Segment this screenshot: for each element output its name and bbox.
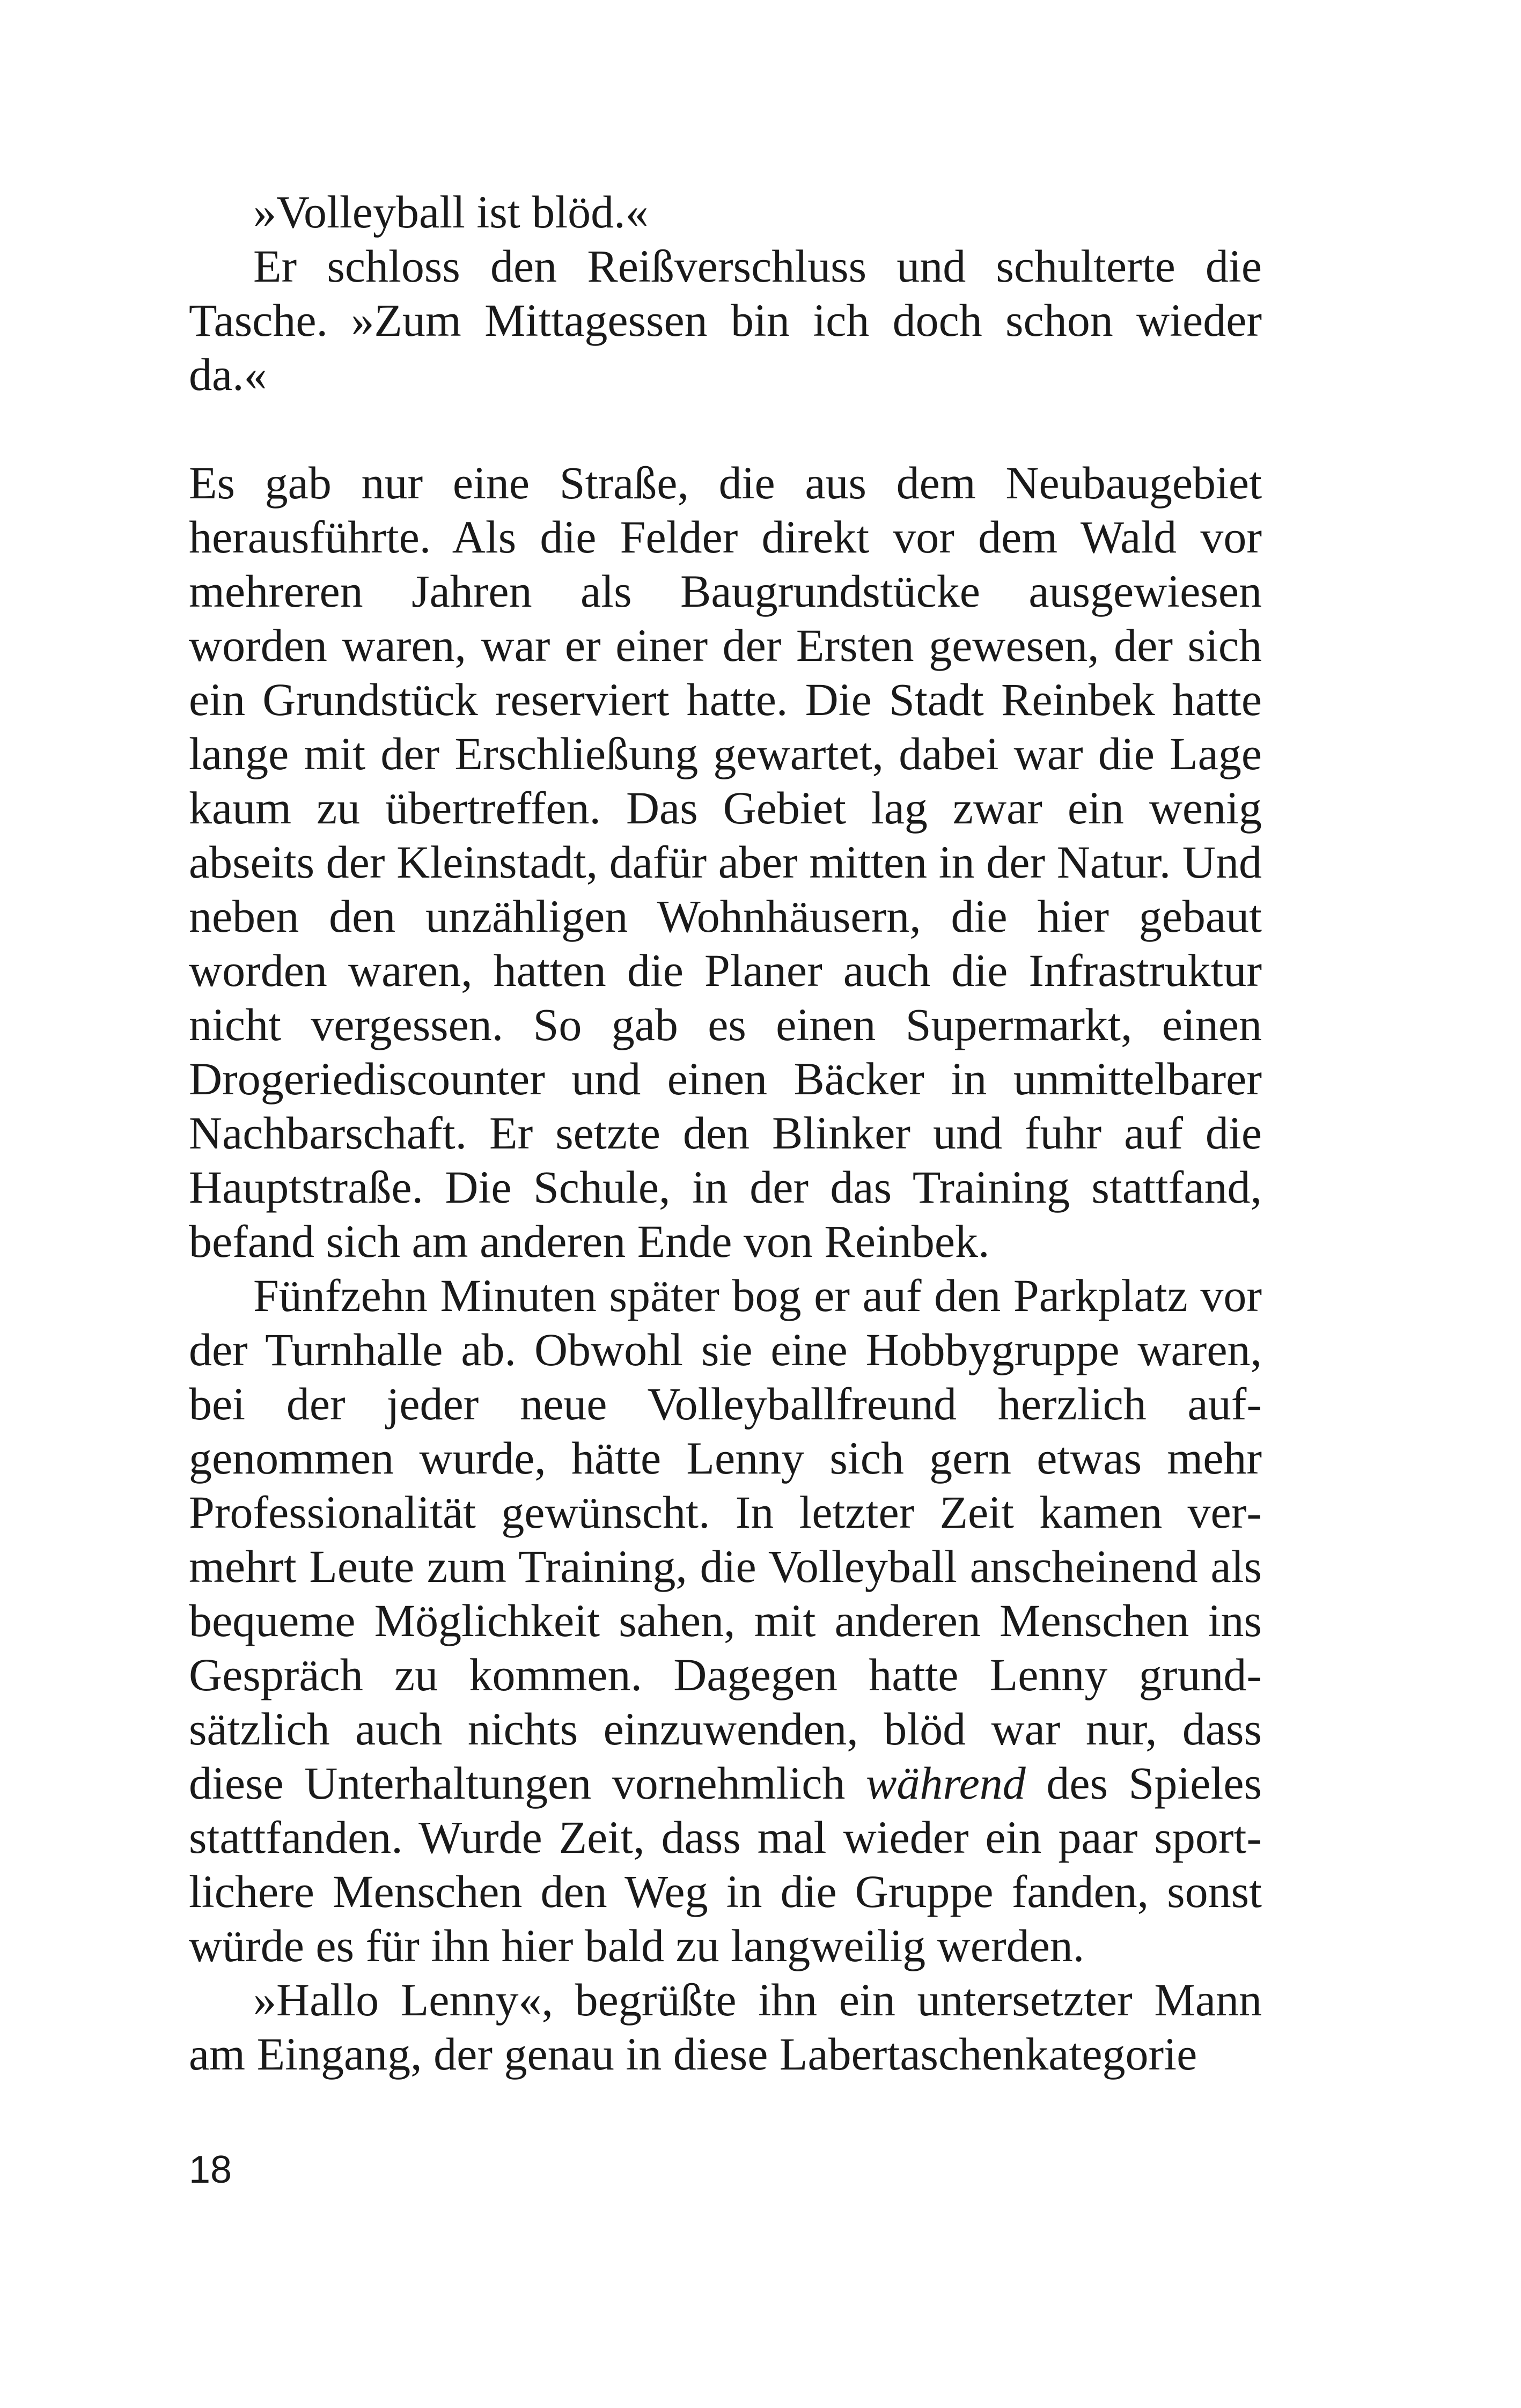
- paragraph-1-text: »Volleyball ist blöd.«: [253, 186, 649, 238]
- paragraph-5-text: »Hallo Lenny«, begrüßte ihn ein untersetzter Mann am Eingang, der genau in diese Labertaschenkategorie: [189, 1974, 1262, 2080]
- paragraph-4-text-b: des Spieles stattfanden. Wurde Zeit, dass mal wieder ein paar sportlichere Menschen den Weg in die Gruppe fanden, sonst würde es für ihn hier bald zu langweilig werden.: [189, 1757, 1262, 1971]
- paragraph-3-text: Es gab nur eine Straße, die aus dem Neubaugebiet herausführte. Als die Felder direkt vor dem Wald vor mehreren Jahren als Baugrundstücke ausgewiesen worden waren, war er einer der Ersten gewesen, der sich ein Grundstück reserviert hatte. Die Stadt Reinbek hatte lange mit der Erschließung gewartet, dabei war die Lage kaum zu übertreffen. Das Gebiet lag zwar ein wenig abseits der Kleinstadt, dafür aber mitten in der Natur. Und neben den unzähligen Wohnhäusern, die hier gebaut worden waren, hatten die Planer auch die Infrastruktur nicht vergessen. So gab es einen Supermarkt, einen Drogeriediscounter und einen Bäcker in unmittelbarer Nachbarschaft. Er setzte den Blinker und fuhr auf die Hauptstraße. Die Schule, in der das Training stattfand, befand sich am anderen Ende von Reinbek.: [189, 457, 1262, 1267]
- paragraph-5: [189, 1973, 1262, 2081]
- page-number: 18: [189, 2148, 232, 2191]
- paragraph-4-emphasis: während: [865, 1757, 1026, 1809]
- paragraph-4: [189, 1269, 1262, 1973]
- body-text: [189, 185, 1262, 2081]
- paragraph-1: [189, 185, 1262, 239]
- paragraph-4-text-a: Fünfzehn Minuten später bog er auf den Parkplatz vor der Turnhalle ab. Obwohl sie eine Hobbygruppe waren, bei der jeder neue Volleyballfreund herzlich aufgenommen wurde, hätte Lenny sich gern etwas mehr Professionalität gewünscht. In letzter Zeit kamen vermehrt Leute zum Training, die Volleyball anscheinend als bequeme Möglichkeit sahen, mit anderen Menschen ins Gespräch zu kommen. Dagegen hatte Lenny grundsätzlich auch nichts einzuwenden, blöd war nur, dass diese Unterhaltungen vornehmlich: [189, 1270, 1262, 1809]
- paragraph-3: [189, 456, 1262, 1269]
- paragraph-2: [189, 239, 1262, 402]
- paragraph-2-text: Er schloss den Reißverschluss und schulterte die Tasche. »Zum Mittagessen bin ich doch schon wieder da.«: [189, 240, 1262, 400]
